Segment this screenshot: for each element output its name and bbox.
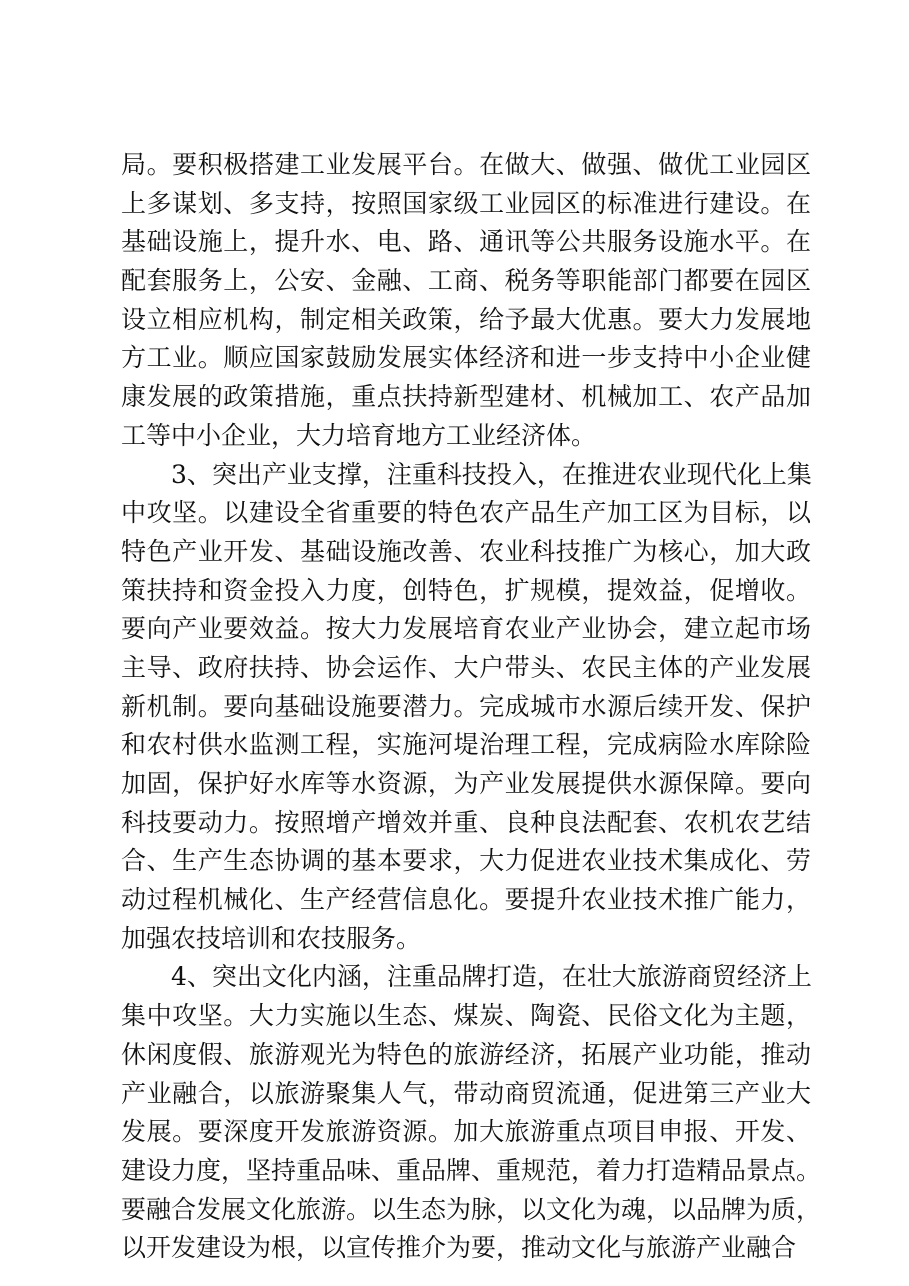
document-body bbox=[121, 146, 822, 1268]
text-line: 合、生产生态协调的基本要求，大力促进农业技术集成化、劳 bbox=[121, 846, 811, 876]
text-line: 主导、政府扶持、协会运作、大户带头、农民主体的产业发展 bbox=[121, 652, 811, 682]
text-line: 和农村供水监测工程，实施河堤治理工程，完成病险水库除险 bbox=[121, 730, 811, 760]
paragraph-start-line: 4、突出文化内涵，注重品牌打造，在壮大旅游商贸经济上 bbox=[171, 962, 812, 992]
text-line: 方工业。顺应国家鼓励发展实体经济和进一步支持中小企业健 bbox=[121, 343, 811, 373]
text-line: 要向产业要效益。按大力发展培育农业产业协会，建立起市场 bbox=[121, 614, 811, 644]
text-line: 特色产业开发、基础设施改善、农业科技推广为核心，加大政 bbox=[121, 536, 811, 566]
text-line: 加强农技培训和农技服务。 bbox=[121, 923, 422, 953]
text-line: 发展。要深度开发旅游资源。加大旅游重点项目申报、开发、 bbox=[121, 1117, 811, 1147]
text-line: 休闲度假、旅游观光为特色的旅游经济，拓展产业功能，推动 bbox=[121, 1039, 811, 1069]
text-line: 配套服务上，公安、金融、工商、税务等职能部门都要在园区 bbox=[121, 266, 811, 296]
text-line: 局。要积极搭建工业发展平台。在做大、做强、做优工业园区 bbox=[121, 150, 811, 179]
text-line: 策扶持和资金投入力度，创特色，扩规模，提效益，促增收。 bbox=[121, 575, 811, 605]
text-line: 基础设施上，提升水、电、路、通讯等公共服务设施水平。在 bbox=[121, 227, 811, 257]
text-line: 集中攻坚。大力实施以生态、煤炭、陶瓷、民俗文化为主题， bbox=[121, 1001, 811, 1031]
text-line: 设立相应机构，制定相关政策，给予最大优惠。要大力发展地 bbox=[121, 304, 811, 334]
text-line: 产业融合，以旅游聚集人气，带动商贸流通，促进第三产业大 bbox=[121, 1078, 811, 1108]
text-line: 建设力度，坚持重品味、重品牌、重规范，着力打造精品景点。 bbox=[121, 1155, 822, 1185]
text-line: 新机制。要向基础设施要潜力。完成城市水源后续开发、保护 bbox=[121, 691, 811, 721]
text-line: 科技要动力。按照增产增效并重、良种良法配套、农机农艺结 bbox=[121, 807, 811, 837]
paragraph-start-line: 3、突出产业支撑，注重科技投入，在推进农业现代化上集 bbox=[171, 459, 812, 489]
text-line: 以开发建设为根，以宣传推介为要，推动文化与旅游产业融合 bbox=[121, 1233, 797, 1263]
text-line: 加固，保护好水库等水资源，为产业发展提供水源保障。要向 bbox=[121, 769, 811, 798]
text-line: 康发展的政策措施，重点扶持新型建材、机械加工、农产品加 bbox=[121, 382, 811, 412]
text-line: 动过程机械化、生产经营信息化。要提升农业技术推广能力， bbox=[121, 885, 811, 915]
text-line: 工等中小企业，大力培育地方工业经济体。 bbox=[121, 420, 597, 450]
text-line: 上多谋划、多支持，按照国家级工业园区的标准进行建设。在 bbox=[121, 188, 811, 218]
text-line: 要融合发展文化旅游。以生态为脉，以文化为魂，以品牌为质， bbox=[121, 1194, 822, 1224]
text-line: 中攻坚。以建设全省重要的特色农产品生产加工区为目标，以 bbox=[121, 498, 811, 528]
